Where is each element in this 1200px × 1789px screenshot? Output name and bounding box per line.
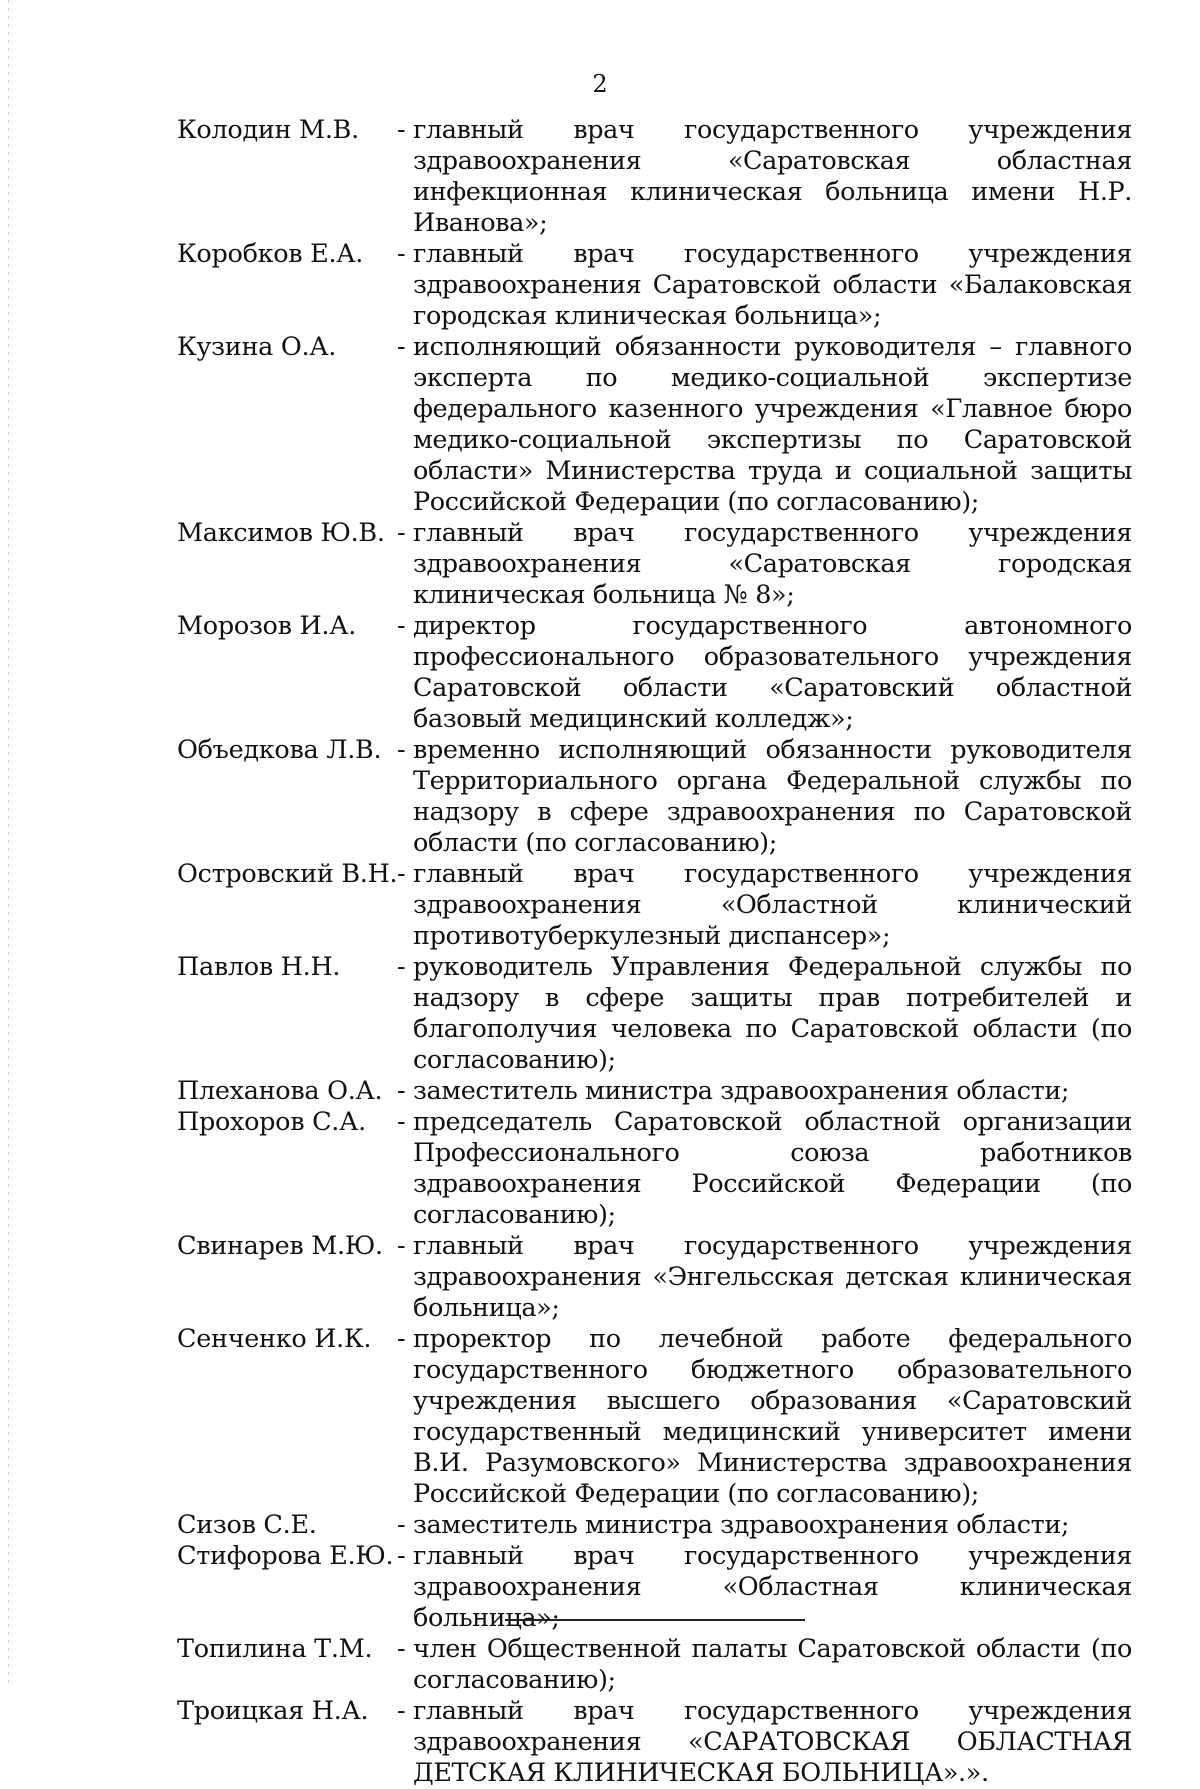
- entry-dash: -: [397, 1634, 406, 1664]
- entry-dash: -: [397, 1541, 406, 1571]
- list-item: [177, 611, 1132, 735]
- member-name: Сенченко И.К.: [177, 1324, 372, 1354]
- member-position: исполняющий обязанности руководителя – главного эксперта по медико-социальной экспертизе федерального казенного учреждения «Главное бюро медико-социальной экспертизы по Саратовской области» Министерства труда и социальной защиты Российской Федерации (по согласованию);: [413, 332, 1132, 517]
- list-item: [177, 115, 1132, 239]
- entry-dash: -: [397, 611, 406, 641]
- member-position: член Общественной палаты Саратовской области (по согласованию);: [413, 1634, 1132, 1695]
- list-item: [177, 1510, 1132, 1541]
- list-item: [177, 332, 1132, 518]
- entry-dash: -: [397, 1076, 406, 1106]
- list-item: [177, 952, 1132, 1076]
- entry-dash: -: [397, 1696, 406, 1726]
- page-number: 2: [592, 70, 608, 98]
- member-position: главный врач государственного учреждения здравоохранения Саратовской области «Балаковская городская клиническая больница»;: [413, 239, 1132, 331]
- entry-dash: -: [397, 1231, 406, 1261]
- entry-dash: -: [397, 518, 406, 548]
- member-position: заместитель министра здравоохранения области;: [413, 1076, 1070, 1106]
- member-position: главный врач государственного учреждения здравоохранения «Саратовская областная инфекционная клиническая больница имени Н.Р. Иванова»;: [413, 115, 1132, 238]
- member-name: Максимов Ю.В.: [177, 518, 385, 548]
- list-item: [177, 239, 1132, 332]
- member-position: главный врач государственного учреждения здравоохранения «Областная клиническая больница»;: [413, 1541, 1132, 1633]
- list-item: [177, 1324, 1132, 1510]
- member-name: Стифорова Е.Ю.: [177, 1541, 394, 1571]
- entry-dash: -: [397, 1324, 406, 1354]
- member-position: главный врач государственного учреждения здравоохранения «Саратовская городская клиническая больница № 8»;: [413, 518, 1132, 610]
- member-position: проректор по лечебной работе федерального государственного бюджетного образовательного учреждения высшего образования «Саратовский государственный медицинский университет имени В.И. Разумовского» Министерства здравоохранения Российской Федерации (по согласованию);: [413, 1324, 1132, 1509]
- member-name: Сизов С.Е.: [177, 1510, 317, 1540]
- member-position: руководитель Управления Федеральной службы по надзору в сфере защиты прав потребителей и благополучия человека по Саратовской области (по согласованию);: [413, 952, 1132, 1075]
- list-item: [177, 1107, 1132, 1231]
- member-name: Островский В.Н.: [177, 859, 398, 889]
- list-item: [177, 859, 1132, 952]
- member-name: Колодин М.В.: [177, 115, 359, 145]
- list-item: [177, 735, 1132, 859]
- closing-rule-divider: [505, 1619, 805, 1621]
- entry-dash: -: [397, 952, 406, 982]
- member-name: Топилина Т.М.: [177, 1634, 373, 1664]
- list-item: [177, 518, 1132, 611]
- list-item: [177, 1231, 1132, 1324]
- list-item: [177, 1696, 1132, 1789]
- entry-dash: -: [397, 859, 406, 889]
- scan-margin-dots: [8, 0, 9, 1686]
- member-name: Свинарев М.Ю.: [177, 1231, 383, 1261]
- member-position: директор государственного автономного профессионального образовательного учреждения Саратовской области «Саратовский областной базовый медицинский колледж»;: [413, 611, 1132, 734]
- member-position: главный врач государственного учреждения здравоохранения «Энгельсская детская клиническая больница»;: [413, 1231, 1132, 1323]
- member-position: главный врач государственного учреждения здравоохранения «Областной клинический противотуберкулезный диспансер»;: [413, 859, 1132, 951]
- entry-dash: -: [397, 239, 406, 269]
- member-list: [177, 115, 1132, 1789]
- member-name: Морозов И.А.: [177, 611, 357, 641]
- list-item: [177, 1076, 1132, 1107]
- entry-dash: -: [397, 332, 406, 362]
- member-name: Прохоров С.А.: [177, 1107, 366, 1137]
- member-position: заместитель министра здравоохранения области;: [413, 1510, 1070, 1540]
- member-name: Плеханова О.А.: [177, 1076, 383, 1106]
- member-name: Объедкова Л.В.: [177, 735, 382, 765]
- member-position: временно исполняющий обязанности руководителя Территориального органа Федеральной службы по надзору в сфере здравоохранения по Саратовской области (по согласованию);: [413, 735, 1132, 858]
- entry-dash: -: [397, 1510, 406, 1540]
- entry-dash: -: [397, 115, 406, 145]
- member-position: председатель Саратовской областной организации Профессионального союза работников здравоохранения Российской Федерации (по согласованию);: [413, 1107, 1132, 1230]
- entry-dash: -: [397, 735, 406, 765]
- member-name: Кузина О.А.: [177, 332, 337, 362]
- member-position: главный врач государственного учреждения здравоохранения «САРАТОВСКАЯ ОБЛАСТНАЯ ДЕТСКАЯ КЛИНИЧЕСКАЯ БОЛЬНИЦА».».: [413, 1696, 1132, 1788]
- member-name: Коробков Е.А.: [177, 239, 364, 269]
- member-name: Троицкая Н.А.: [177, 1696, 369, 1726]
- member-name: Павлов Н.Н.: [177, 952, 341, 982]
- entry-dash: -: [397, 1107, 406, 1137]
- list-item: [177, 1634, 1132, 1696]
